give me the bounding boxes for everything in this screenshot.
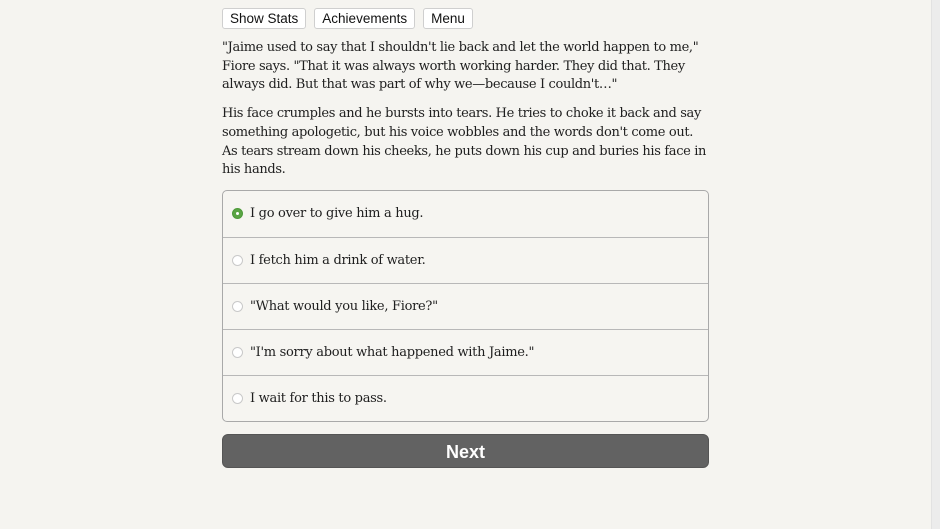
choice-option-water[interactable] [223, 237, 708, 283]
choice-label: I go over to give him a hug. [250, 206, 424, 222]
radio-unselected-icon[interactable] [232, 347, 243, 358]
radio-unselected-icon[interactable] [232, 255, 243, 266]
page-scrollbar[interactable] [931, 0, 940, 529]
choice-option-wait[interactable] [223, 375, 708, 421]
choice-label: "I'm sorry about what happened with Jaime." [250, 344, 535, 360]
radio-selected-icon[interactable] [232, 208, 243, 219]
radio-unselected-icon[interactable] [232, 393, 243, 404]
choice-option-ask[interactable] [223, 283, 708, 329]
story-paragraph-1: "Jaime used to say that I shouldn't lie back and let the world happen to me," Fiore says. "That it was always worth working harder. They did that. They always did. But that was part of why we—because I couldn't…" [222, 40, 699, 93]
choice-option-sorry[interactable] [223, 329, 708, 375]
choice-list [222, 190, 709, 422]
top-toolbar [222, 8, 709, 29]
choice-option-hug[interactable] [223, 191, 708, 237]
radio-unselected-icon[interactable] [232, 301, 243, 312]
choice-label: I fetch him a drink of water. [250, 252, 426, 268]
story-paragraph-2: His face crumples and he bursts into tears. He tries to choke it back and say something apologetic, but his voice wobbles and the words don't come out. As tears stream down his cheeks, he puts down his cup and buries his face in his hands. [222, 106, 707, 178]
next-button[interactable]: Next [222, 434, 709, 468]
choice-label: I wait for this to pass. [250, 390, 387, 406]
story-text [222, 39, 709, 180]
game-container [222, 8, 709, 468]
menu-button[interactable]: Menu [423, 8, 473, 29]
achievements-button[interactable]: Achievements [314, 8, 415, 29]
choice-label: "What would you like, Fiore?" [250, 298, 438, 314]
show-stats-button[interactable]: Show Stats [222, 8, 306, 29]
